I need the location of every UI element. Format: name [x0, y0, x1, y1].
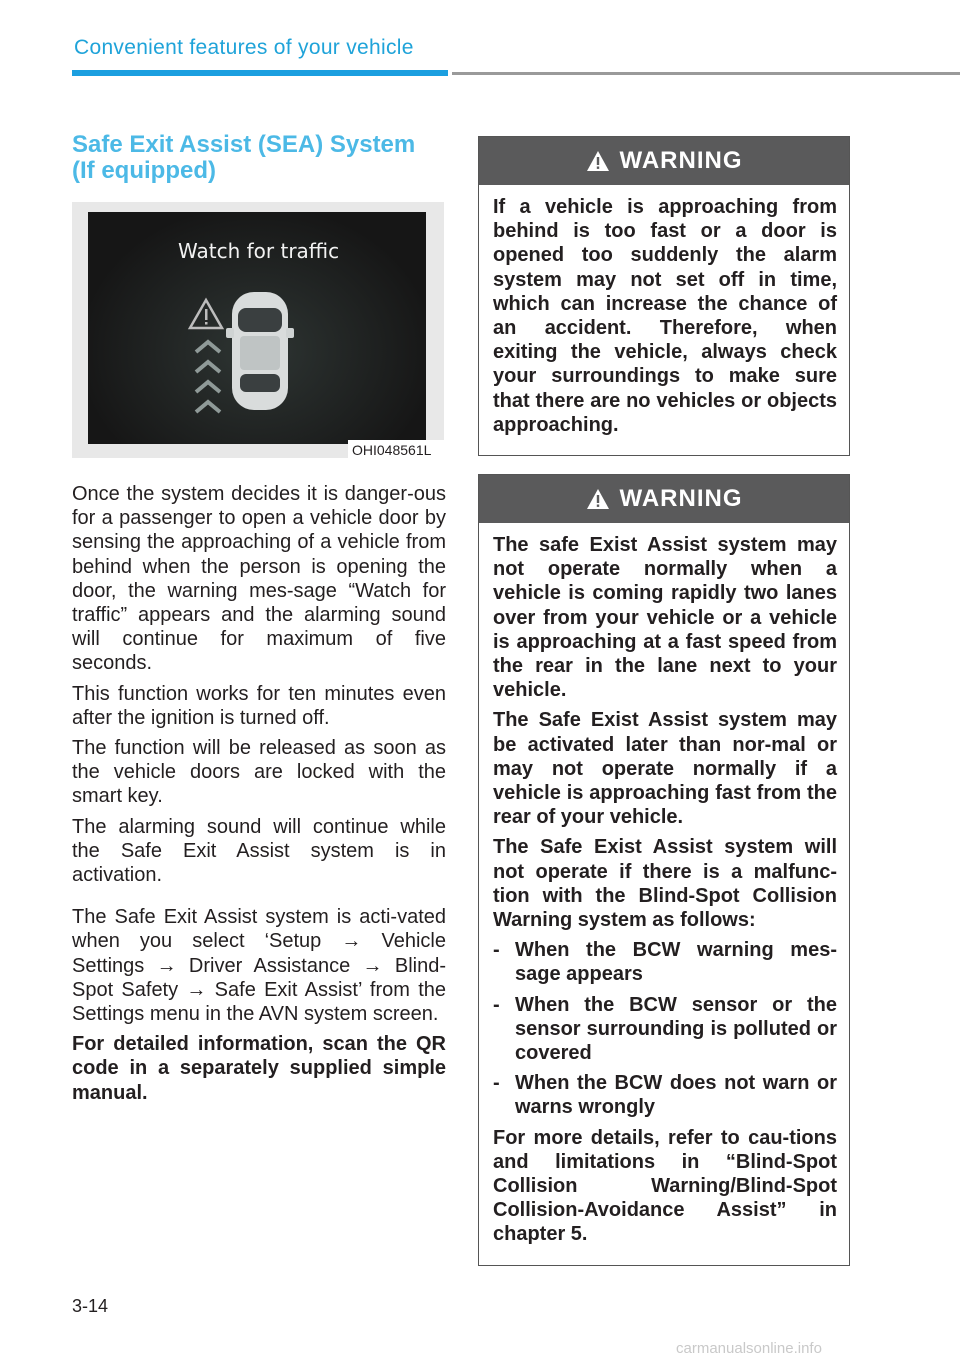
warning-body-2: [479, 523, 849, 1265]
header-title: Convenient features of your vehicle: [74, 36, 414, 59]
body-paragraph-2: This function works for ten minutes even after the ignition is turned off.: [72, 682, 446, 729]
bullet-text: When the BCW warning mes-sage appears: [515, 939, 837, 986]
bullet-text: When the BCW sensor or the sensor surrounding is polluted or covered: [515, 993, 837, 1065]
car-top-view-icon: [226, 292, 294, 410]
warning2-paragraph-1: The safe Exist Assist system may not operate normally when a vehicle is coming rapidly two lanes over from your vehicle or a vehicle is approaching at a fast speed from the rear in the lane next to your vehicle.: [493, 534, 837, 702]
warning-label-1: WARNING: [619, 147, 743, 174]
warning2-paragraph-4: For more details, refer to cau-tions and limitations in “Blind-Spot Collision Warning/Blind-Spot Collision-Avoidance Assist” in chapter 5.: [493, 1126, 837, 1246]
body-paragraph-3: The function will be released as soon as the vehicle doors are locked with the smart key.: [72, 737, 446, 808]
approach-chevrons-icon: [196, 342, 220, 412]
warning-header-1: [479, 137, 849, 185]
warning-body-1: [479, 185, 849, 455]
warning2-paragraph-3: The Safe Exist Assist system will not operate if there is a malfunc-tion with the Blind-Spot Collision Warning system as follows:: [493, 836, 837, 932]
warning-box-1: [478, 136, 850, 456]
bullet-text: When the BCW does not warn or warns wrongly: [515, 1072, 837, 1119]
header-rule-grey: [452, 72, 960, 75]
warning1-text: If a vehicle is approaching from behind is too fast or a door is opened too suddenly the alarm system may not set off in time, which can increase the chance of an accident. Therefore, when exiting the vehicle, always check your surroundings to make sure that there are no vehicles or objects approaching.: [493, 196, 837, 436]
figure-code: OHI048561L: [348, 440, 448, 460]
bullet-dash: -: [493, 939, 500, 962]
warning-header-2: [479, 475, 849, 523]
warning-box-2: [478, 474, 850, 1266]
body-text: [72, 482, 446, 1111]
bullet-dash: -: [493, 993, 500, 1016]
bullet-dash: -: [493, 1072, 500, 1095]
warning2-paragraph-2: The Safe Exist Assist system may be activated later than nor-mal or may not operate normally if a vehicle is approaching fast from the rear of your vehicle.: [493, 709, 837, 829]
body-paragraph-5: The Safe Exit Assist system is acti-vated when you select ‘Setup → Vehicle Settings → Driver Assistance → Blind-Spot Safety → Safe Exit Assist’ from the Settings menu in the AVN system screen.: [72, 906, 446, 1026]
warning-triangle-icon: [586, 150, 610, 172]
page-number: 3-14: [72, 1296, 109, 1316]
warning2-bullet-2: [493, 993, 837, 1066]
header-rule-blue: [72, 70, 448, 76]
warning2-bullet-1: [493, 938, 837, 986]
watermark: carmanualsonline.info: [676, 1340, 822, 1357]
section-title-line2: (If equipped): [72, 157, 216, 184]
warning2-bullet-3: [493, 1071, 837, 1119]
body-paragraph-4: The alarming sound will continue while the Safe Exit Assist system is in activation.: [72, 815, 446, 887]
body-paragraph-1: Once the system decides it is danger-ous for a passenger to open a vehicle door by sensing the approaching of a vehicle from behind when the person is opening the door, the warning mes-sage “Watch for traffic” appears and the alarming sound will continue for maximum of five seconds.: [72, 483, 446, 675]
body-paragraph-6: For detailed information, scan the QR code in a separately supplied simple manual.: [72, 1033, 446, 1104]
warning-triangle-icon: [190, 300, 222, 328]
warning-triangle-icon: [586, 488, 610, 510]
section-title: [72, 132, 452, 184]
cluster-display: [88, 212, 426, 444]
screen-message: Watch for traffic: [178, 239, 340, 263]
cluster-illustration: [88, 212, 426, 444]
section-title-line1: Safe Exit Assist (SEA) System: [72, 131, 416, 158]
warning-label-2: WARNING: [619, 485, 743, 512]
